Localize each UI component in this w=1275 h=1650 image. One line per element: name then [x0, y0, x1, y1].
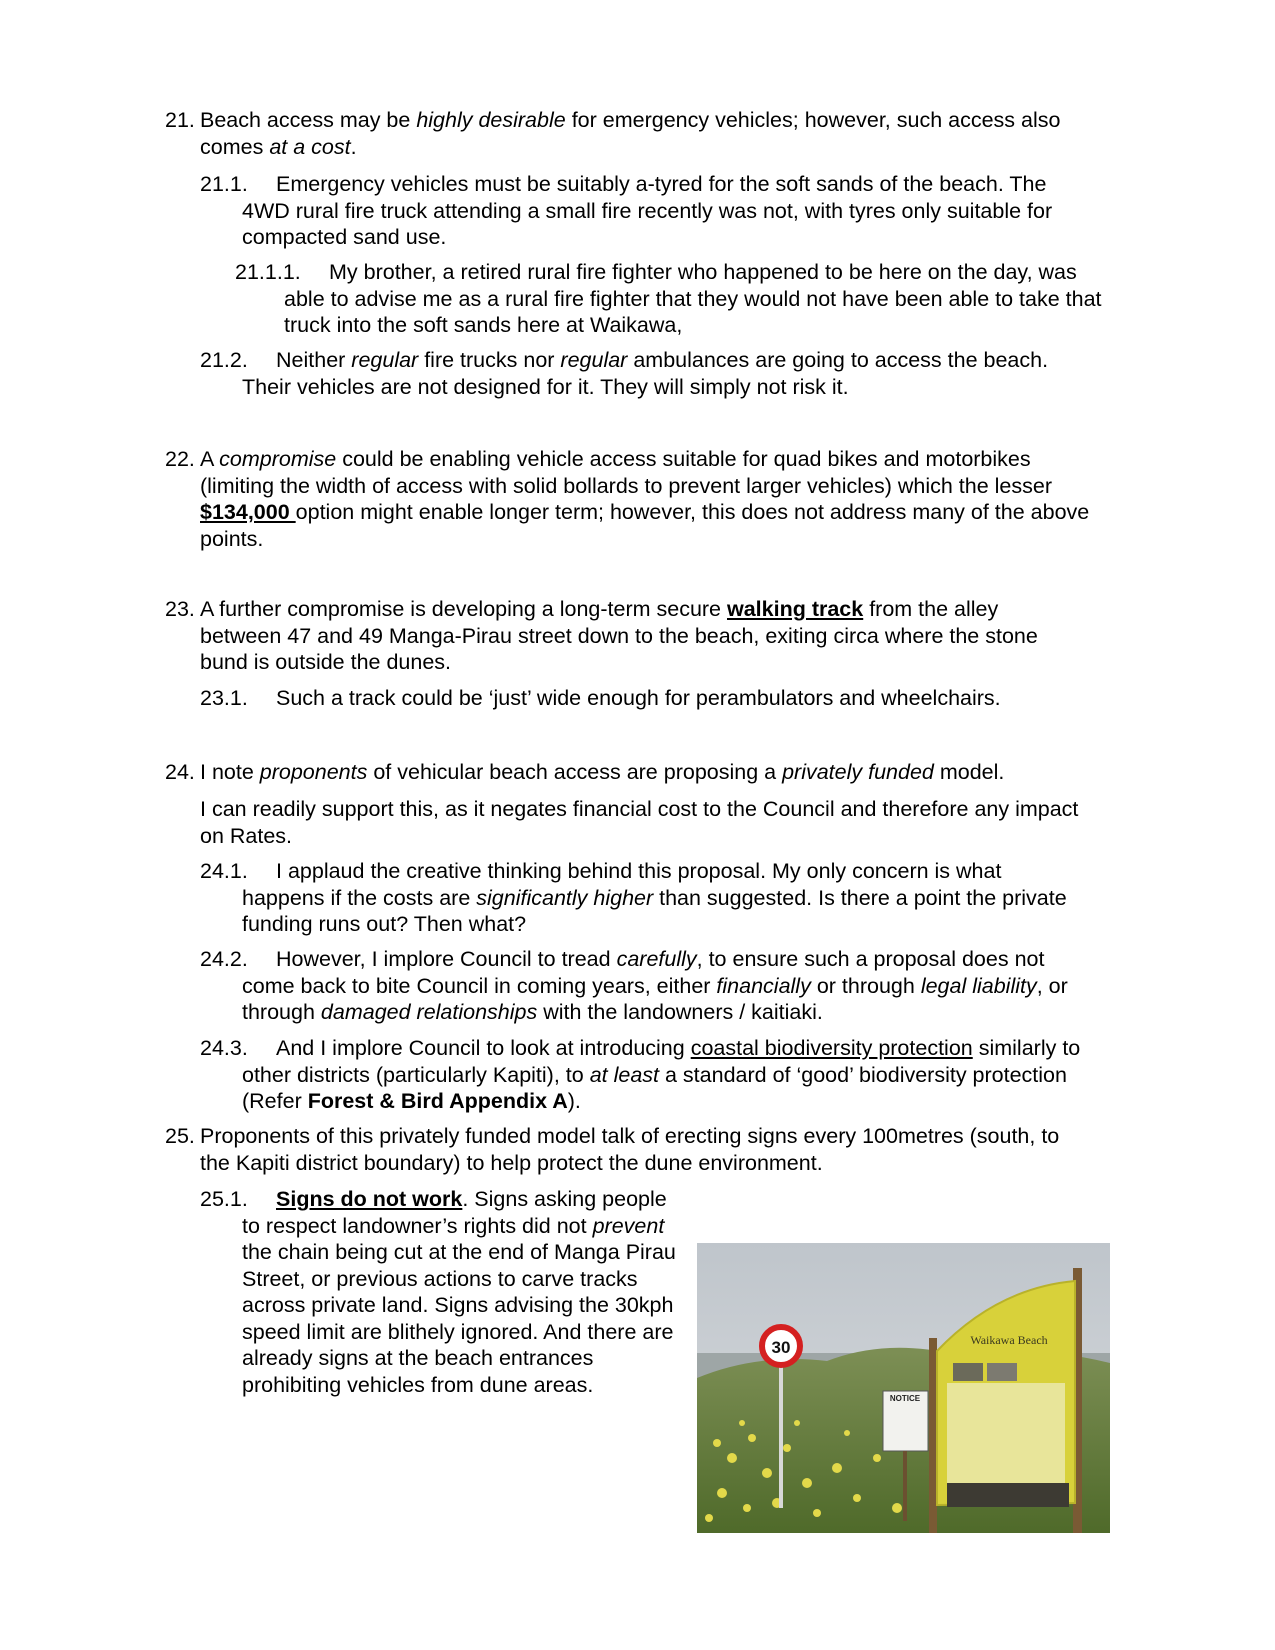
paragraph-text: [200, 446, 1100, 552]
text-bold: Forest & Bird Appendix A: [307, 1089, 568, 1113]
text-italic: damaged relationships: [320, 1000, 538, 1024]
paragraph-number: 23.: [165, 597, 195, 621]
paragraph-number: 22.: [165, 447, 195, 471]
paragraph-number: 21.1.1.: [235, 260, 301, 284]
text-run: ambulances are going to access the beach. Their vehicles are not designed for it. They will simply not risk it.: [242, 348, 1049, 399]
paragraph-number: 25.1.: [200, 1187, 248, 1211]
text-run: A further compromise is developing a long-term secure: [200, 597, 727, 621]
text-run: option might enable longer term; however, this does not address many of the above points.: [200, 500, 1090, 551]
text-run: than suggested. Is there a point the private funding runs out? Then what?: [242, 885, 1067, 936]
text-run: for emergency vehicles; however, such access also comes: [200, 108, 1061, 159]
paragraph-text: [242, 347, 1082, 400]
paragraph-number: 24.3.: [200, 1036, 248, 1060]
paragraph-text: Emergency vehicles must be suitably a-tyred for the soft sands of the beach. The 4WD rural fire truck attending a small fire recently was not, with tyres only suitable for compacted sand use.: [242, 172, 1053, 249]
text-run: model.: [933, 760, 1005, 784]
board-title: Waikawa Beach: [970, 1333, 1048, 1347]
text-run: , or through: [242, 973, 1068, 1024]
paragraph-text: My brother, a retired rural fire fighter who happened to be here on the day, was able to advise me as a rural fire fighter that they would not have been able to take that truck into the soft sands here at Waikawa,: [284, 260, 1102, 337]
text-run: , to ensure such a proposal does not come back to bite Council in coming years, either: [242, 947, 1045, 998]
paragraph-number: 24.: [165, 760, 195, 784]
text-run: And I implore Council to look at introducing: [276, 1036, 691, 1060]
notice-sign-text: NOTICE: [889, 1394, 921, 1403]
paragraph-text: [200, 107, 1080, 160]
text-run: or through: [810, 973, 921, 998]
text-italic: regular: [351, 348, 419, 372]
text-bold-underline: Signs do not work: [276, 1187, 463, 1211]
paragraph-number: 25.: [165, 1124, 195, 1148]
paragraph-number: 23.1.: [200, 686, 248, 710]
text-run: a standard of ‘good’ biodiversity protection (Refer: [242, 1062, 1067, 1113]
paragraph-text: [200, 759, 1080, 786]
text-run: from the alley between 47 and 49 Manga-Pirau street down to the beach, exiting circa where the stone bund is outside the dunes.: [200, 597, 1038, 674]
paragraph-text: [242, 858, 1082, 938]
text-run: Neither: [276, 348, 352, 372]
paragraph-number: 21.2.: [200, 348, 248, 372]
text-underline: coastal biodiversity protection: [690, 1036, 973, 1060]
paragraph-text: Such a track could be ‘just’ wide enough for perambulators and wheelchairs.: [276, 686, 1001, 710]
text-italic: highly desirable: [416, 108, 566, 132]
text-run: . Signs asking people to respect landowner’s rights did not: [242, 1187, 667, 1238]
text-italic: financially: [716, 973, 811, 998]
text-run: ).: [567, 1089, 581, 1113]
paragraph-number: 24.2.: [200, 947, 248, 971]
text-run: I note: [200, 760, 260, 784]
text-italic: compromise: [219, 447, 337, 471]
beach-sign-photo: [697, 1243, 1110, 1533]
text-run: the chain being cut at the end of Manga Pirau Street, or previous actions to carve tracks across private land. Signs advising the 30kph speed limit are blithely ignored. And there are already signs at the beach entrances prohibiting vehicles from dune areas.: [242, 1240, 676, 1397]
paragraph-text: [242, 1186, 682, 1398]
text-italic: prevent: [592, 1213, 665, 1238]
paragraph-number: 21.1.: [200, 172, 248, 196]
text-bold-underline: $134,000: [200, 500, 296, 524]
text-bold-underline: walking track: [727, 597, 864, 621]
text-run: However, I implore Council to tread: [276, 947, 617, 971]
paragraph-text: [242, 946, 1087, 1026]
text-run: could be enabling vehicle access suitable for quad bikes and motorbikes (limiting the width of access with solid bollards to prevent larger vehicles) which the lesser: [200, 447, 1053, 498]
paragraph-text: Proponents of this privately funded model talk of erecting signs every 100metres (south, to the Kapiti district boundary) to help protect the dune environment.: [200, 1124, 1060, 1175]
text-italic: proponents: [259, 760, 368, 784]
text-italic: significantly higher: [476, 885, 654, 910]
text-run: similarly to other districts (particularly Kapiti), to: [242, 1036, 1081, 1087]
text-italic: privately funded: [782, 760, 934, 784]
speed-sign-text: 30: [771, 1338, 791, 1357]
text-run: fire trucks nor: [418, 348, 561, 372]
text-run: with the landowners / kaitiaki.: [537, 1000, 823, 1024]
text-italic: legal liability: [920, 973, 1037, 998]
text-run: A: [200, 447, 220, 471]
paragraph-number: 21.: [165, 108, 195, 132]
photo-illustration: [697, 1243, 1110, 1533]
paragraph-text: [200, 596, 1080, 676]
text-run: Beach access may be: [200, 108, 417, 132]
paragraph-number: 24.1.: [200, 859, 248, 883]
text-run: .: [350, 134, 357, 159]
paragraph-text: [242, 1035, 1087, 1115]
text-italic: at least: [589, 1062, 660, 1087]
text-run: I applaud the creative thinking behind this proposal. My only concern is what happens if the costs are: [242, 859, 1002, 910]
text-italic: at a cost: [269, 134, 351, 159]
text-italic: carefully: [616, 947, 697, 971]
text-run: of vehicular beach access are proposing a: [367, 760, 783, 784]
text-italic: regular: [560, 348, 628, 372]
paragraph-text-continued: I can readily support this, as it negates financial cost to the Council and therefore any impact on Rates.: [200, 797, 1079, 848]
